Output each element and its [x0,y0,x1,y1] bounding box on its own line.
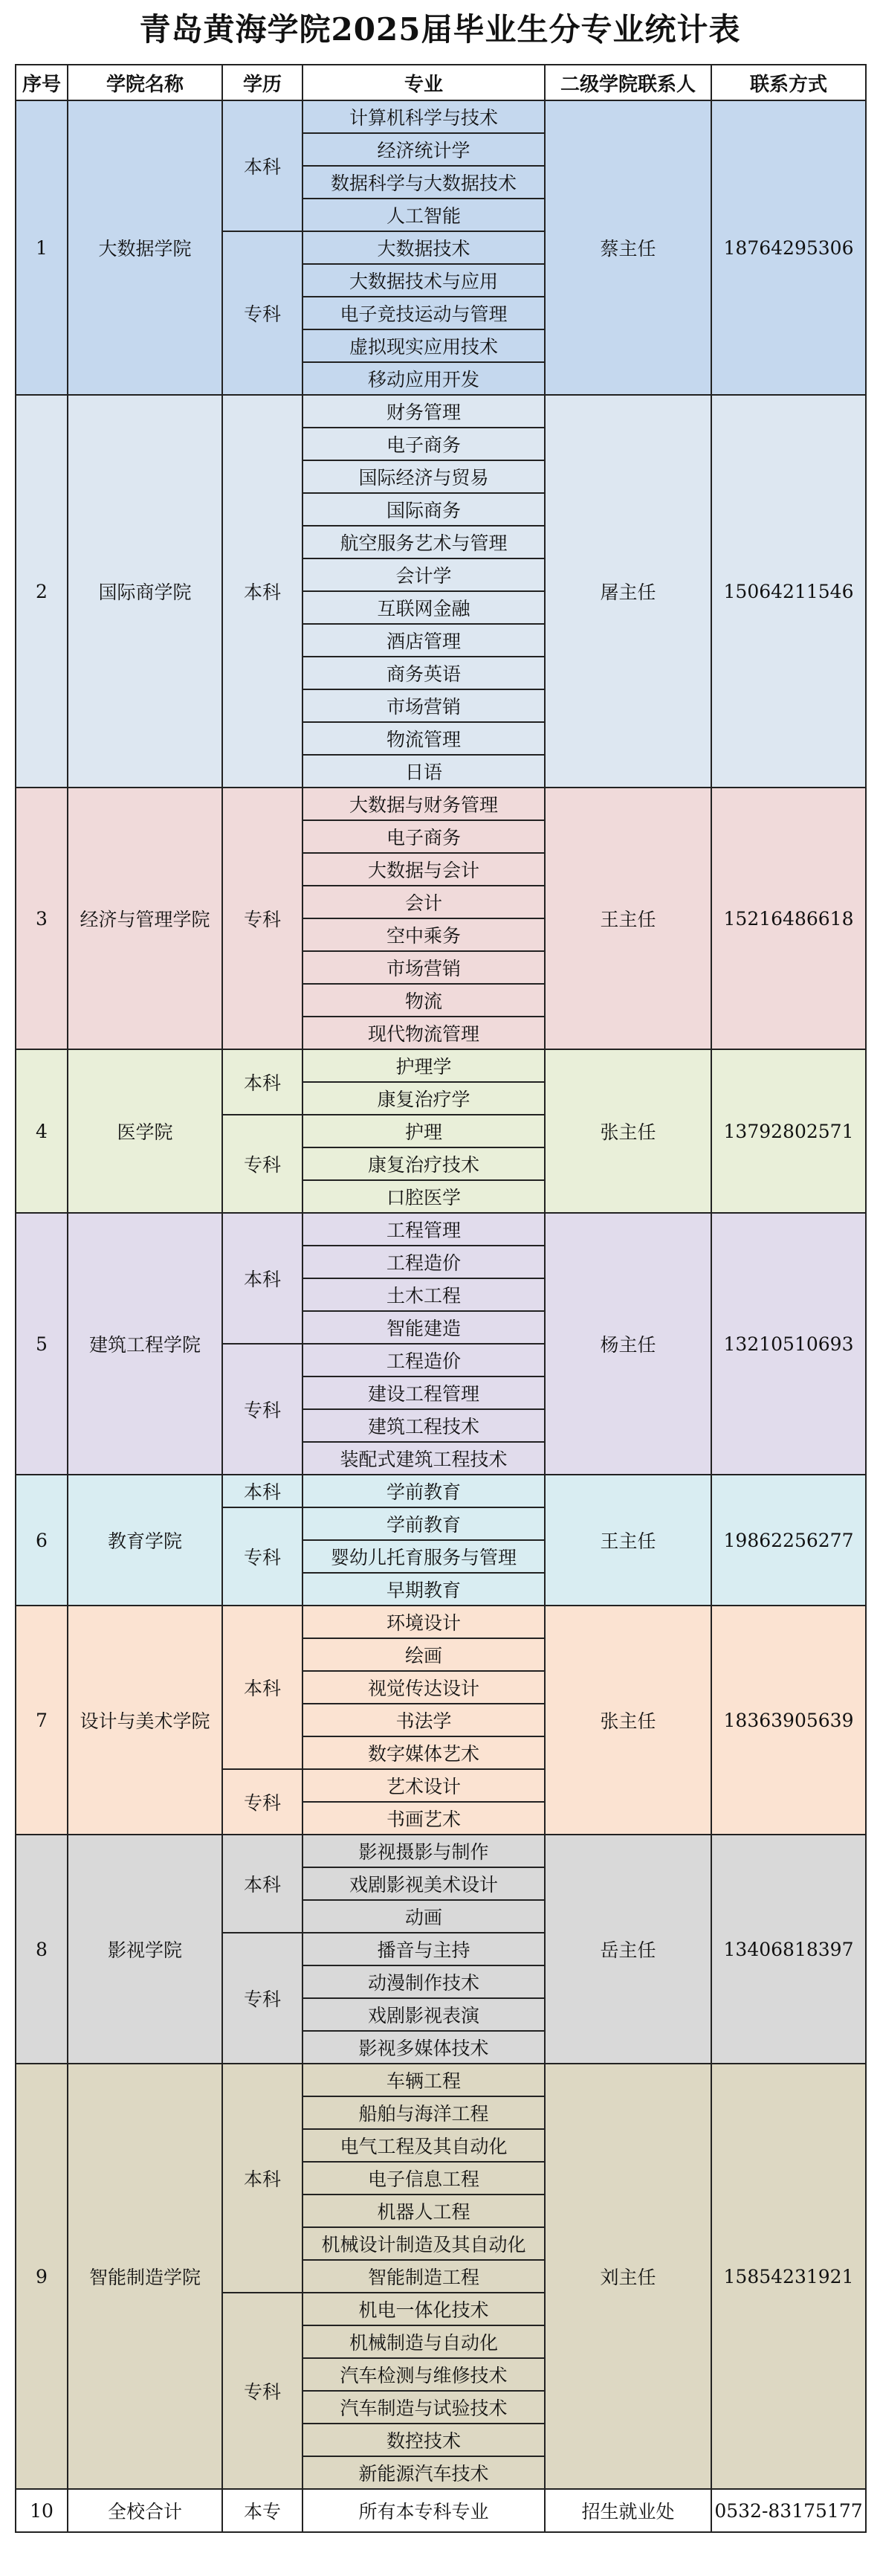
total-contact: 招生就业处 [545,2489,711,2532]
major-name: 护理学 [302,1049,545,1082]
major-name: 智能建造 [302,1311,545,1344]
college-name: 医学院 [68,1049,222,1213]
row-index: 3 [16,788,68,1049]
degree-level: 本科 [222,1049,302,1115]
degree-level: 本科 [222,1606,302,1769]
degree-level: 本科 [222,2064,302,2293]
major-name: 汽车制造与试验技术 [302,2391,545,2424]
major-name: 会计学 [302,558,545,591]
contact-phone: 15216486618 [711,788,866,1049]
major-name: 酒店管理 [302,624,545,657]
major-name: 戏剧影视表演 [302,1998,545,2031]
college-name: 建筑工程学院 [68,1213,222,1475]
major-name: 数控技术 [302,2424,545,2456]
major-name: 大数据技术与应用 [302,264,545,297]
degree-level: 本科 [222,100,302,231]
total-level: 本专 [222,2489,302,2532]
major-name: 工程造价 [302,1344,545,1376]
contact-phone: 15064211546 [711,395,866,788]
college-name: 影视学院 [68,1835,222,2064]
table-row [16,1475,866,1507]
table-row [16,788,866,820]
major-name: 艺术设计 [302,1769,545,1802]
college-name: 大数据学院 [68,100,222,395]
major-name: 视觉传达设计 [302,1671,545,1704]
major-name: 工程管理 [302,1213,545,1246]
major-name: 数字媒体艺术 [302,1736,545,1769]
major-name: 戏剧影视美术设计 [302,1867,545,1900]
major-name: 播音与主持 [302,1933,545,1965]
major-name: 航空服务艺术与管理 [302,526,545,558]
row-index: 7 [16,1606,68,1835]
major-name: 学前教育 [302,1507,545,1540]
contact-person: 张主任 [545,1606,711,1835]
major-name: 人工智能 [302,199,545,231]
major-name: 车辆工程 [302,2064,545,2096]
major-name: 物流 [302,984,545,1017]
major-name: 日语 [302,755,545,788]
major-name: 虚拟现实应用技术 [302,329,545,362]
major-name: 汽车检测与维修技术 [302,2358,545,2391]
major-name: 建设工程管理 [302,1376,545,1409]
contact-person: 杨主任 [545,1213,711,1475]
major-name: 市场营销 [302,689,545,722]
major-name: 护理 [302,1115,545,1147]
major-name: 机电一体化技术 [302,2293,545,2325]
table-body [16,100,866,2489]
college-name: 经济与管理学院 [68,788,222,1049]
major-name: 互联网金融 [302,591,545,624]
total-majors: 所有本专科专业 [302,2489,545,2532]
row-index: 8 [16,1835,68,2064]
major-name: 现代物流管理 [302,1017,545,1049]
contact-person: 屠主任 [545,395,711,788]
major-name: 电子竞技运动与管理 [302,297,545,329]
degree-level: 本科 [222,1835,302,1933]
contact-person: 王主任 [545,788,711,1049]
contact-phone: 19862256277 [711,1475,866,1606]
major-name: 影视多媒体技术 [302,2031,545,2064]
major-name: 物流管理 [302,722,545,755]
major-name: 建筑工程技术 [302,1409,545,1442]
major-name: 商务英语 [302,657,545,689]
total-row [16,2489,866,2532]
row-index: 5 [16,1213,68,1475]
degree-level: 本科 [222,1475,302,1507]
major-name: 绘画 [302,1638,545,1671]
major-name: 市场营销 [302,951,545,984]
major-name: 动画 [302,1900,545,1933]
major-name: 康复治疗技术 [302,1147,545,1180]
college-name: 设计与美术学院 [68,1606,222,1835]
major-name: 国际商务 [302,493,545,526]
row-index: 9 [16,2064,68,2489]
contact-phone: 18764295306 [711,100,866,395]
major-name: 电子商务 [302,428,545,460]
contact-phone: 15854231921 [711,2064,866,2489]
table-header-row [16,65,866,100]
major-name: 大数据与会计 [302,853,545,886]
major-name: 移动应用开发 [302,362,545,395]
major-name: 经济统计学 [302,133,545,166]
major-name: 数据科学与大数据技术 [302,166,545,199]
row-index: 6 [16,1475,68,1606]
major-name: 大数据技术 [302,231,545,264]
degree-level: 专科 [222,788,302,1049]
total-phone: 0532-83175177 [711,2489,866,2532]
major-name: 动漫制作技术 [302,1965,545,1998]
major-name: 土木工程 [302,1278,545,1311]
major-name: 机器人工程 [302,2195,545,2227]
college-name: 智能制造学院 [68,2064,222,2489]
major-name: 船舶与海洋工程 [302,2096,545,2129]
degree-level: 专科 [222,1344,302,1475]
major-name: 装配式建筑工程技术 [302,1442,545,1475]
major-name: 婴幼儿托育服务与管理 [302,1540,545,1573]
header-college: 学院名称 [68,65,222,100]
degree-level: 专科 [222,1507,302,1606]
contact-person: 王主任 [545,1475,711,1606]
major-name: 工程造价 [302,1246,545,1278]
major-name: 电子商务 [302,820,545,853]
degree-level: 本科 [222,1213,302,1344]
major-name: 影视摄影与制作 [302,1835,545,1867]
header-phone: 联系方式 [711,65,866,100]
major-name: 机械制造与自动化 [302,2325,545,2358]
major-name: 新能源汽车技术 [302,2456,545,2489]
major-name: 书画艺术 [302,1802,545,1835]
header-index: 序号 [16,65,68,100]
table-row [16,1213,866,1246]
major-name: 财务管理 [302,395,545,428]
college-name: 国际商学院 [68,395,222,788]
statistics-table [15,64,867,2533]
page-title: 青岛黄海学院2025届毕业生分专业统计表 [139,11,741,48]
degree-level: 专科 [222,231,302,395]
table-row [16,1835,866,1867]
major-name: 环境设计 [302,1606,545,1638]
contact-phone: 13406818397 [711,1835,866,2064]
header-level: 学历 [222,65,302,100]
table-row [16,100,866,133]
contact-person: 岳主任 [545,1835,711,2064]
table-row [16,1049,866,1082]
college-name: 教育学院 [68,1475,222,1606]
major-name: 智能制造工程 [302,2260,545,2293]
major-name: 康复治疗学 [302,1082,545,1115]
contact-phone: 13792802571 [711,1049,866,1213]
major-name: 大数据与财务管理 [302,788,545,820]
contact-person: 张主任 [545,1049,711,1213]
degree-level: 专科 [222,2293,302,2489]
major-name: 机械设计制造及其自动化 [302,2227,545,2260]
total-college: 全校合计 [68,2489,222,2532]
major-name: 会计 [302,886,545,918]
table-row [16,1606,866,1638]
total-index: 10 [16,2489,68,2532]
contact-person: 刘主任 [545,2064,711,2489]
degree-level: 本科 [222,395,302,788]
major-name: 书法学 [302,1704,545,1736]
major-name: 计算机科学与技术 [302,100,545,133]
row-index: 2 [16,395,68,788]
major-name: 国际经济与贸易 [302,460,545,493]
header-major: 专业 [302,65,545,100]
major-name: 口腔医学 [302,1180,545,1213]
table-row [16,2064,866,2096]
major-name: 学前教育 [302,1475,545,1507]
major-name: 空中乘务 [302,918,545,951]
major-name: 早期教育 [302,1573,545,1606]
table-row [16,395,866,428]
row-index: 4 [16,1049,68,1213]
degree-level: 专科 [222,1115,302,1213]
degree-level: 专科 [222,1769,302,1835]
header-contact: 二级学院联系人 [545,65,711,100]
major-name: 电子信息工程 [302,2162,545,2195]
contact-person: 蔡主任 [545,100,711,395]
contact-phone: 18363905639 [711,1606,866,1835]
contact-phone: 13210510693 [711,1213,866,1475]
row-index: 1 [16,100,68,395]
major-name: 电气工程及其自动化 [302,2129,545,2162]
degree-level: 专科 [222,1933,302,2064]
